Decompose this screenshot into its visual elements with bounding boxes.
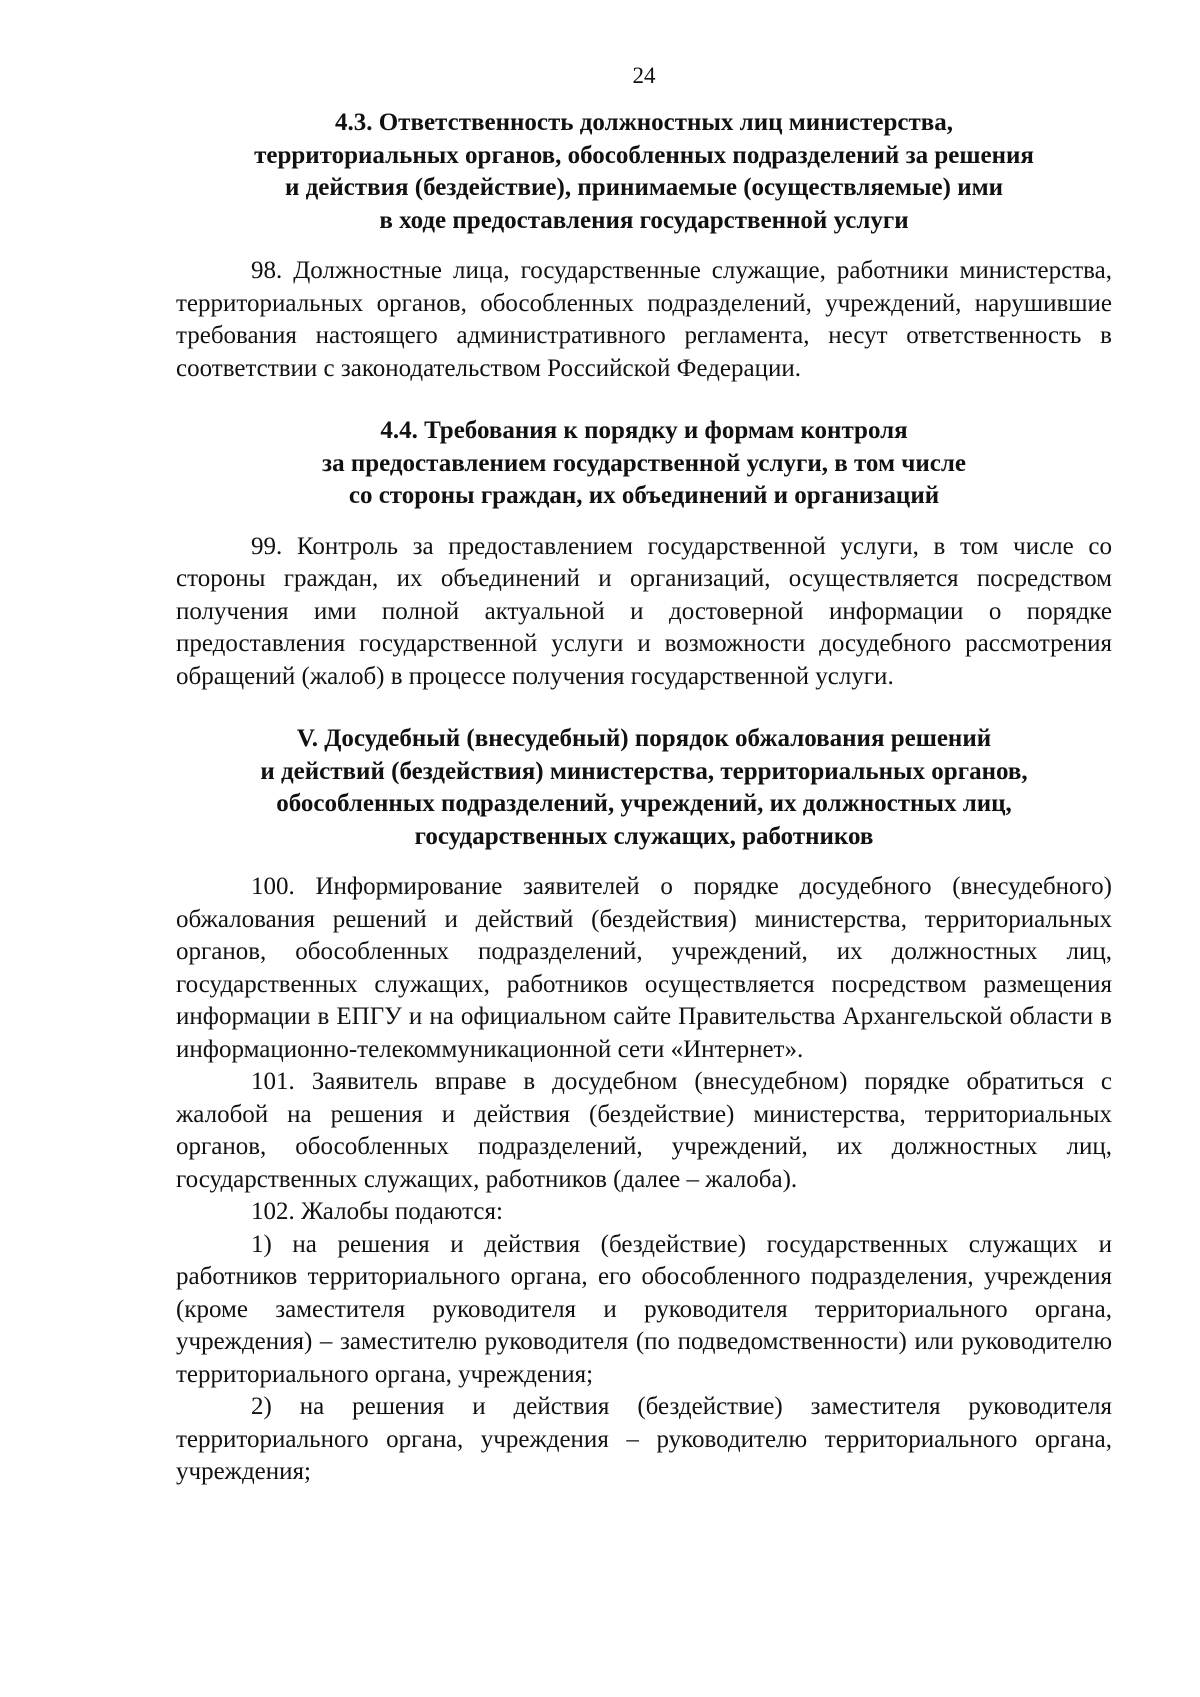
- section-heading-v: [176, 723, 1112, 853]
- heading-line: территориальных органов, обособленных подразделений за решения: [254, 141, 1034, 169]
- heading-line: государственных служащих, работников: [414, 822, 874, 850]
- paragraph-101: 101. Заявитель вправе в досудебном (внесудебном) порядке обратиться с жалобой на решения и действия (бездействие) министерства, территориальных органов, обособленных подразделений, учреждений, их должностных лиц, государственных служащих, работников (далее – жалоба).: [176, 1068, 1112, 1193]
- paragraph-99: 99. Контроль за предоставлением государственной услуги, в том числе со стороны граждан, их объединений и организаций, осуществляется посредством получения ими полной актуальной и достоверной информации о порядке предоставления государственной услуги и возможности досудебного рассмотрения обращений (жалоб) в процессе получения государственной услуги.: [176, 532, 1112, 690]
- heading-line: V. Досудебный (внесудебный) порядок обжалования решений: [296, 725, 992, 752]
- section-heading-4-4: [176, 415, 1112, 513]
- heading-line: за предоставлением государственной услуги, в том числе: [322, 449, 966, 477]
- paragraph-102: 102. Жалобы подаются:: [251, 1198, 503, 1225]
- paragraph-98: 98. Должностные лица, государственные служащие, работники министерства, территориальных органов, обособленных подразделений, учреждений, нарушившие требования настоящего административного регламента, несут ответственность в соответствии с законодательством Российской Федерации.: [176, 257, 1112, 382]
- heading-line: и действий (бездействия) министерства, территориальных органов,: [260, 757, 1028, 785]
- heading-line: 4.3. Ответственность должностных лиц министерства,: [334, 109, 954, 136]
- heading-line: обособленных подразделений, учреждений, их должностных лиц,: [276, 790, 1012, 817]
- paragraph-100: 100. Информирование заявителей о порядке досудебного (внесудебного) обжалования решений и действий (бездействия) министерства, территориальных органов, обособленных подразделений, учреждений, их должностных лиц, государственных служащих, работников осуществляется посредством размещения информации в ЕПГУ и на официальном сайте Правительства Архангельской области в информационно-телекоммуникационной сети «Интернет».: [176, 873, 1112, 1063]
- paragraph-102-item-1: 1) на решения и действия (бездействие) государственных служащих и работников территориального органа, его обособленного подразделения, учреждения (кроме заместителя руководителя и руководителя территориального органа, учреждения) – заместителю руководителя (по подведомственности) или руководителю территориального органа, учреждения;: [176, 1230, 1112, 1388]
- heading-line: 4.4. Требования к порядку и формам контроля: [380, 417, 908, 444]
- section-heading-4-3: [176, 107, 1112, 237]
- paragraph-102-item-2: 2) на решения и действия (бездействие) заместителя руководителя территориального органа, учреждения – руководителю территориального органа, учреждения;: [176, 1393, 1112, 1485]
- heading-line: в ходе предоставления государственной услуги: [379, 206, 909, 234]
- heading-line: со стороны граждан, их объединений и организаций: [348, 482, 940, 509]
- page-number: 24: [632, 63, 656, 88]
- heading-line: и действия (бездействие), принимаемые (осуществляемые) ими: [284, 174, 1004, 201]
